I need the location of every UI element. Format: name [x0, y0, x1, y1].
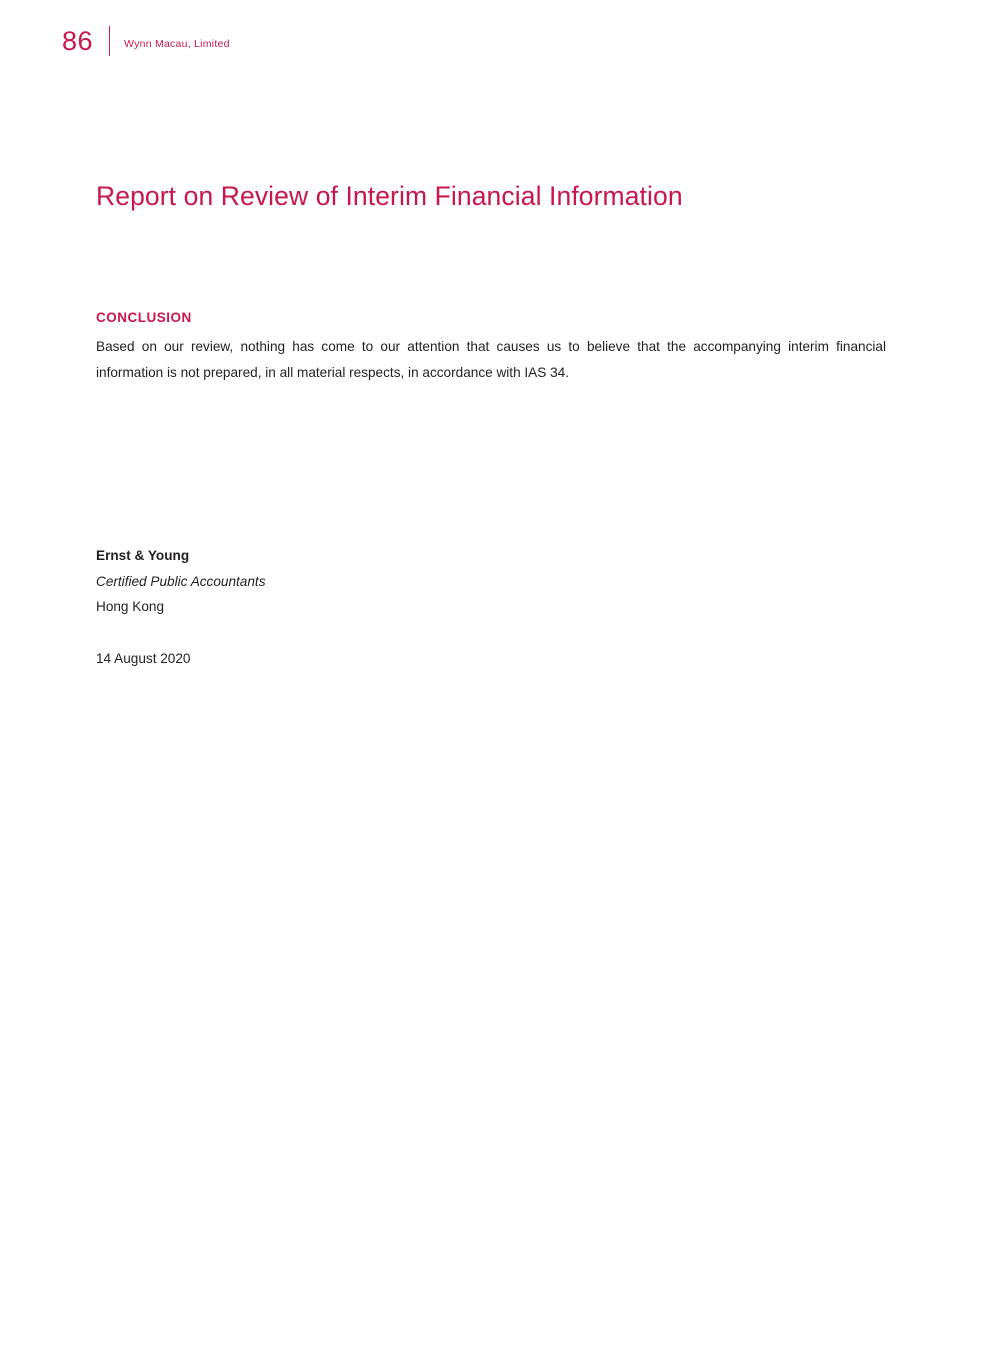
page-title: Report on Review of Interim Financial Information [96, 180, 683, 211]
conclusion-paragraph: Based on our review, nothing has come to our attention that causes us to believe that the accompanying interim financial information is not prepared, in all material respects, in accordance with IAS 34. [96, 339, 886, 380]
company-name: Wynn Macau, Limited [124, 38, 230, 50]
page-running-header [62, 24, 230, 58]
header-divider [109, 26, 110, 56]
signature-firm: Ernst & Young [96, 548, 190, 563]
signature-location: Hong Kong [96, 599, 165, 614]
signature-block [96, 543, 266, 671]
signature-role: Certified Public Accountants [96, 573, 266, 589]
report-body [96, 310, 886, 385]
section-heading-conclusion: CONCLUSION [96, 310, 192, 325]
signature-date: 14 August 2020 [96, 650, 191, 666]
page-number: 86 [62, 25, 94, 56]
